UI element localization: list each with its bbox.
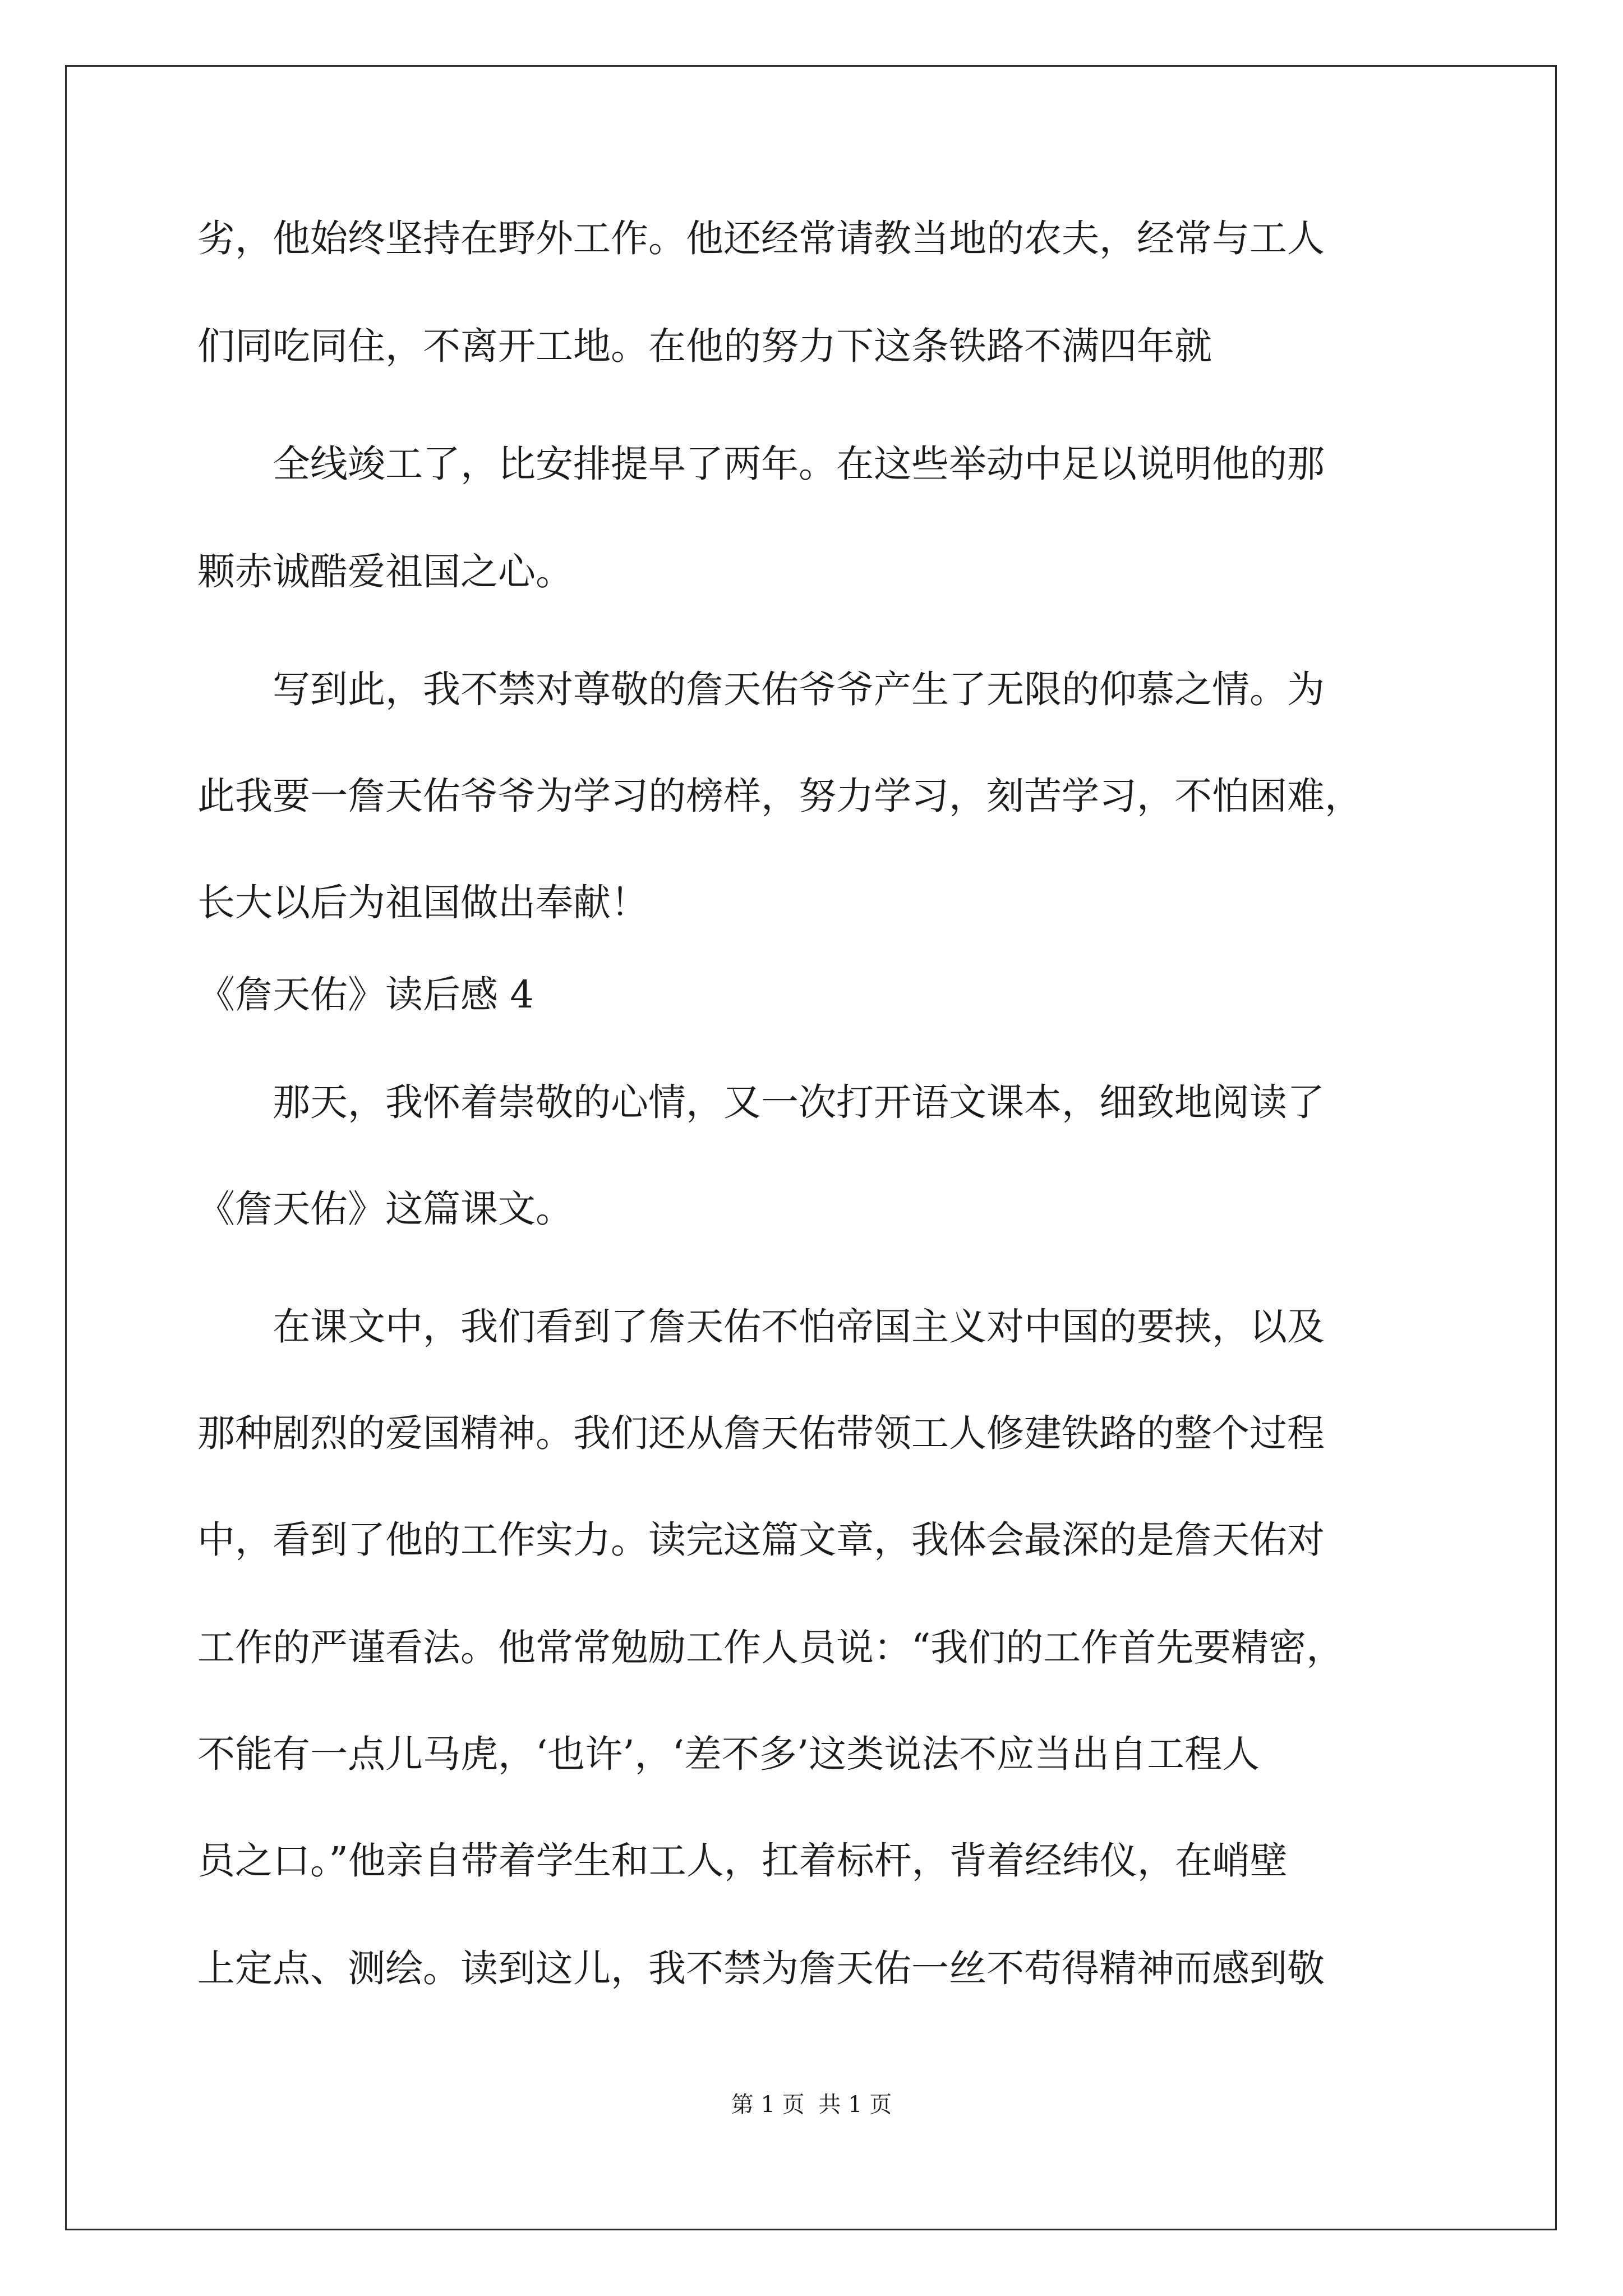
text-line: 《詹天佑》这篇课文。 bbox=[197, 1187, 573, 1231]
section-heading: 《詹天佑》读后感 4 bbox=[197, 973, 534, 1016]
page-border bbox=[65, 65, 1557, 2230]
text-line: 颗赤诚酷爱祖国之心。 bbox=[197, 550, 573, 593]
text-line: 那种剧烈的爱国精神。我们还从詹天佑带领工人修建铁路的整个过程 bbox=[197, 1411, 1325, 1455]
text-line: 此我要一詹天佑爷爷为学习的榜样，努力学习，刻苦学习，不怕困难， bbox=[197, 774, 1362, 818]
page-number: 第 1 页 bbox=[731, 2092, 805, 2118]
text-line: 全线竣工了，比安排提早了两年。在这些举动中足以说明他的那 bbox=[197, 442, 1325, 486]
text-line: 中，看到了他的工作实力。读完这篇文章，我体会最深的是詹天佑对 bbox=[197, 1518, 1325, 1562]
text-line: 们同吃同住，不离开工地。在他的努力下这条铁路不满四年就 bbox=[197, 324, 1212, 368]
text-line: 员之口。”他亲自带着学生和工人，扛着标杆，背着经纬仪，在峭壁 bbox=[197, 1839, 1288, 1883]
text-line: 不能有一点儿马虎，‘也许’，‘差不多’这类说法不应当出自工程人 bbox=[197, 1732, 1260, 1776]
text-line: 在课文中，我们看到了詹天佑不怕帝国主义对中国的要挟，以及 bbox=[197, 1305, 1325, 1349]
page-total: 共 1 页 bbox=[818, 2092, 892, 2118]
text-line: 劣，他始终坚持在野外工作。他还经常请教当地的农夫，经常与工人 bbox=[197, 217, 1325, 260]
text-line: 写到此，我不禁对尊敬的詹天佑爷爷产生了无限的仰慕之情。为 bbox=[197, 668, 1325, 711]
text-line: 上定点、测绘。读到这儿，我不禁为詹天佑一丝不苟得精神而感到敬 bbox=[197, 1947, 1325, 1990]
text-line: 长大以后为祖国做出奉献！ bbox=[197, 881, 648, 924]
page-footer bbox=[0, 2091, 1623, 2118]
text-line: 那天，我怀着崇敬的心情，又一次打开语文课本，细致地阅读了 bbox=[197, 1080, 1325, 1124]
text-line: 工作的严谨看法。他常常勉励工作人员说：“我们的工作首先要精密， bbox=[197, 1626, 1344, 1669]
